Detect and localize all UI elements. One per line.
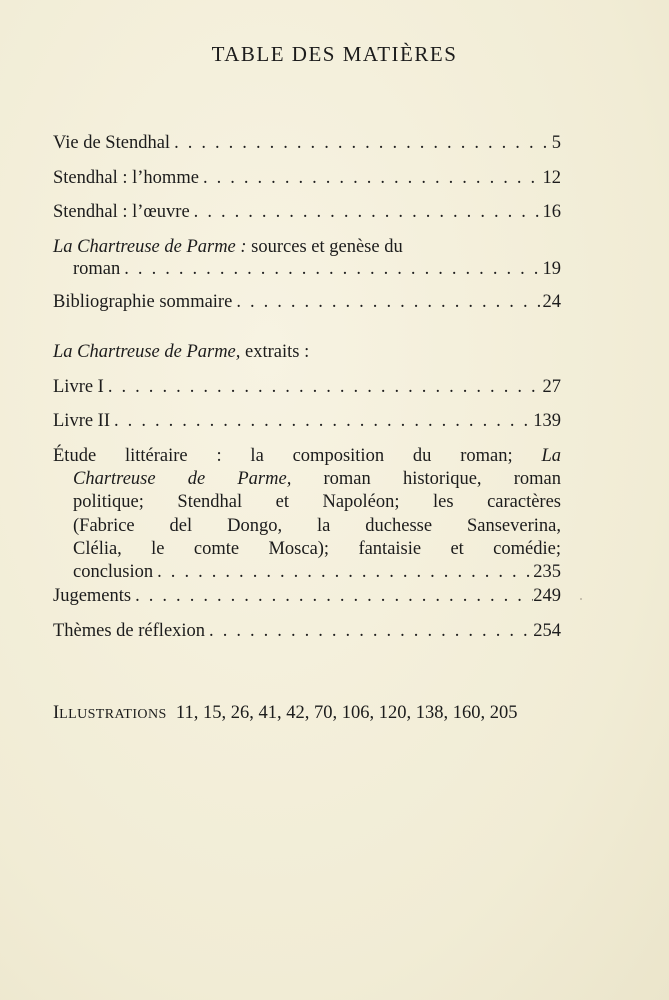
etude-line-2 — [53, 468, 561, 491]
toc-entry-sources — [53, 236, 561, 280]
leader-dots — [170, 132, 552, 154]
section-label: extraits : — [240, 342, 310, 362]
section-label-italic: La Chartreuse de Parme, — [53, 342, 241, 362]
toc-entry-bibliographie — [53, 291, 561, 313]
toc-entry-label: Stendhal : l’œuvre — [53, 202, 190, 222]
leader-dots — [104, 376, 543, 398]
etude-text: roman historique, roman — [291, 469, 561, 490]
toc-entry-page: 27 — [542, 377, 561, 397]
toc-entry-vie — [53, 132, 561, 154]
etude-text-italic: Chartreuse de Parme, — [73, 469, 292, 490]
leader-dots — [120, 258, 542, 280]
leader-dots — [232, 291, 542, 313]
toc-entry-themes — [53, 620, 561, 642]
toc-entry-label: Vie de Stendhal — [53, 133, 171, 153]
page-title: TABLE DES MATIÈRES — [211, 42, 458, 66]
toc-entry-page: 249 — [533, 586, 561, 606]
toc-entry-homme — [53, 167, 561, 189]
toc-entry-page: 139 — [533, 411, 561, 431]
toc-entry-jugements — [53, 585, 561, 607]
toc-entry-page: 5 — [551, 133, 561, 153]
toc-section-extraits — [53, 341, 561, 363]
etude-text: Étude littéraire : la composition du roman; — [53, 446, 542, 466]
toc-entry-label: Stendhal : l’homme — [53, 168, 199, 188]
toc-entry-label: Thèmes de réflexion — [53, 621, 206, 641]
leader-dots — [190, 201, 543, 223]
etude-line-6 — [53, 561, 561, 584]
leader-dots — [199, 167, 543, 189]
toc-entry-label-italic: La Chartreuse de Parme : — [53, 237, 247, 257]
toc-entry-label-cont: conclusion — [73, 562, 154, 583]
toc-entry-page: 24 — [542, 292, 561, 312]
leader-dots — [153, 561, 533, 584]
toc-entry-label: Jugements — [53, 586, 132, 606]
toc-entry-label-cont: roman — [73, 259, 121, 279]
leader-dots — [110, 410, 533, 432]
etude-text-italic: La — [541, 446, 561, 466]
leader-dots — [131, 585, 533, 607]
toc-entry-page: 12 — [542, 168, 561, 188]
illustrations-line — [53, 703, 517, 724]
etude-line-3: politique; Stendhal et Napoléon; les caractères — [73, 492, 561, 513]
toc-entry-page: 254 — [533, 621, 561, 641]
toc-entry-livre-1 — [53, 376, 561, 398]
toc-entry-livre-2 — [53, 410, 561, 432]
illustrations-pages: 11, 15, 26, 41, 42, 70, 106, 120, 138, 160, 205 — [175, 703, 518, 723]
toc-entry-etude — [53, 445, 561, 584]
leader-dots — [205, 620, 533, 642]
etude-line-5: Clélia, le comte Mosca); fantaisie et comédie; — [73, 538, 561, 559]
toc-entry-label: Bibliographie sommaire — [53, 292, 233, 312]
toc-entry-page: 235 — [533, 562, 561, 583]
toc-entry-oeuvre — [53, 201, 561, 223]
toc-entry-label: sources et genèse du — [246, 237, 403, 257]
illustrations-label-initial: I — [53, 703, 60, 723]
toc-entry-page: 19 — [542, 259, 561, 279]
etude-line-4: (Fabrice del Dongo, la duchesse Sanseverina, — [73, 515, 561, 536]
toc-entry-page: 16 — [542, 202, 561, 222]
paper-speck — [580, 598, 582, 600]
etude-line-1 — [53, 445, 561, 468]
illustrations-label: LLUSTRATIONS — [59, 707, 167, 722]
toc-entry-label: Livre II — [53, 411, 111, 431]
toc-entry-label: Livre I — [53, 377, 104, 397]
